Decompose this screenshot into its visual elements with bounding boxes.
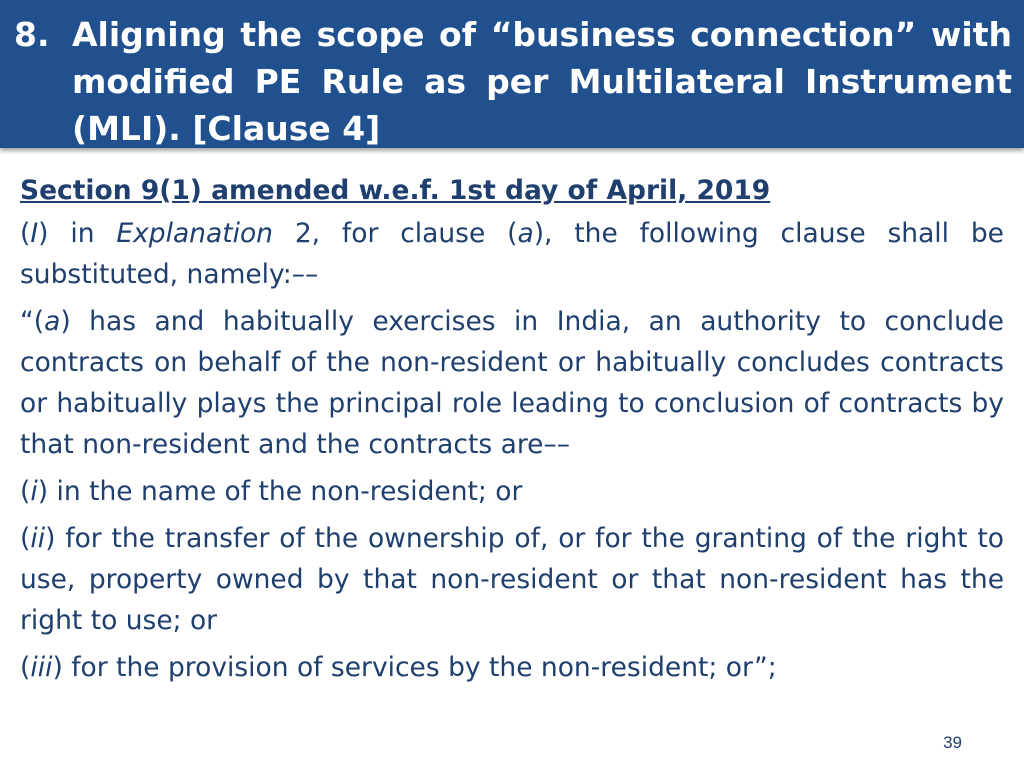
paren-open: ( (20, 218, 31, 249)
section-heading: Section 9(1) amended w.e.f. 1st day of April, 2019 (20, 175, 771, 206)
slide-body (20, 170, 1004, 688)
quote-open: “( (20, 306, 45, 337)
text-in: ) in (38, 218, 117, 249)
list-item-i (20, 471, 1004, 512)
text-rest: ), the following clause shall be substituted, namely:–– (20, 218, 1004, 290)
item-label: ii (30, 523, 46, 554)
item-label: iii (30, 652, 53, 683)
explanation-word: Explanation (116, 218, 273, 249)
paren-open: ( (20, 476, 31, 507)
clause-letter: a (44, 306, 61, 337)
paren-open: ( (20, 523, 31, 554)
page-number: 39 (943, 733, 962, 752)
item-label: i (30, 476, 38, 507)
slide-title: Aligning the scope of “business connection” with modified PE Rule as per Multilateral Instrument (MLI). [Clause 4] (72, 15, 1012, 148)
item-text: ) for the provision of services by the non-resident; or”; (52, 652, 777, 683)
item-text: ) for the transfer of the ownership of, or for the granting of the right to use, property owned by that non-resident or that non-resident has the right to use; or (20, 523, 1004, 636)
paragraph-clause-a (20, 301, 1004, 465)
roman-numeral: I (30, 218, 39, 249)
text-clause: 2, for clause ( (272, 218, 518, 249)
paragraph-explanation (20, 213, 1004, 295)
clause-letter: a (517, 218, 534, 249)
clause-a-text: ) has and habitually exercises in India, an authority to conclude contracts on behalf of the non-resident or habitually concludes contracts or habitually plays the principal role leading to conclusion of contracts by that non-resident and the contracts are–– (20, 306, 1004, 460)
list-item-iii (20, 647, 1004, 688)
list-item-ii (20, 518, 1004, 641)
paren-open: ( (20, 652, 31, 683)
slide-number: 8. (14, 15, 50, 54)
item-text: ) in the name of the non-resident; or (37, 476, 523, 507)
slide-header (0, 0, 1024, 148)
